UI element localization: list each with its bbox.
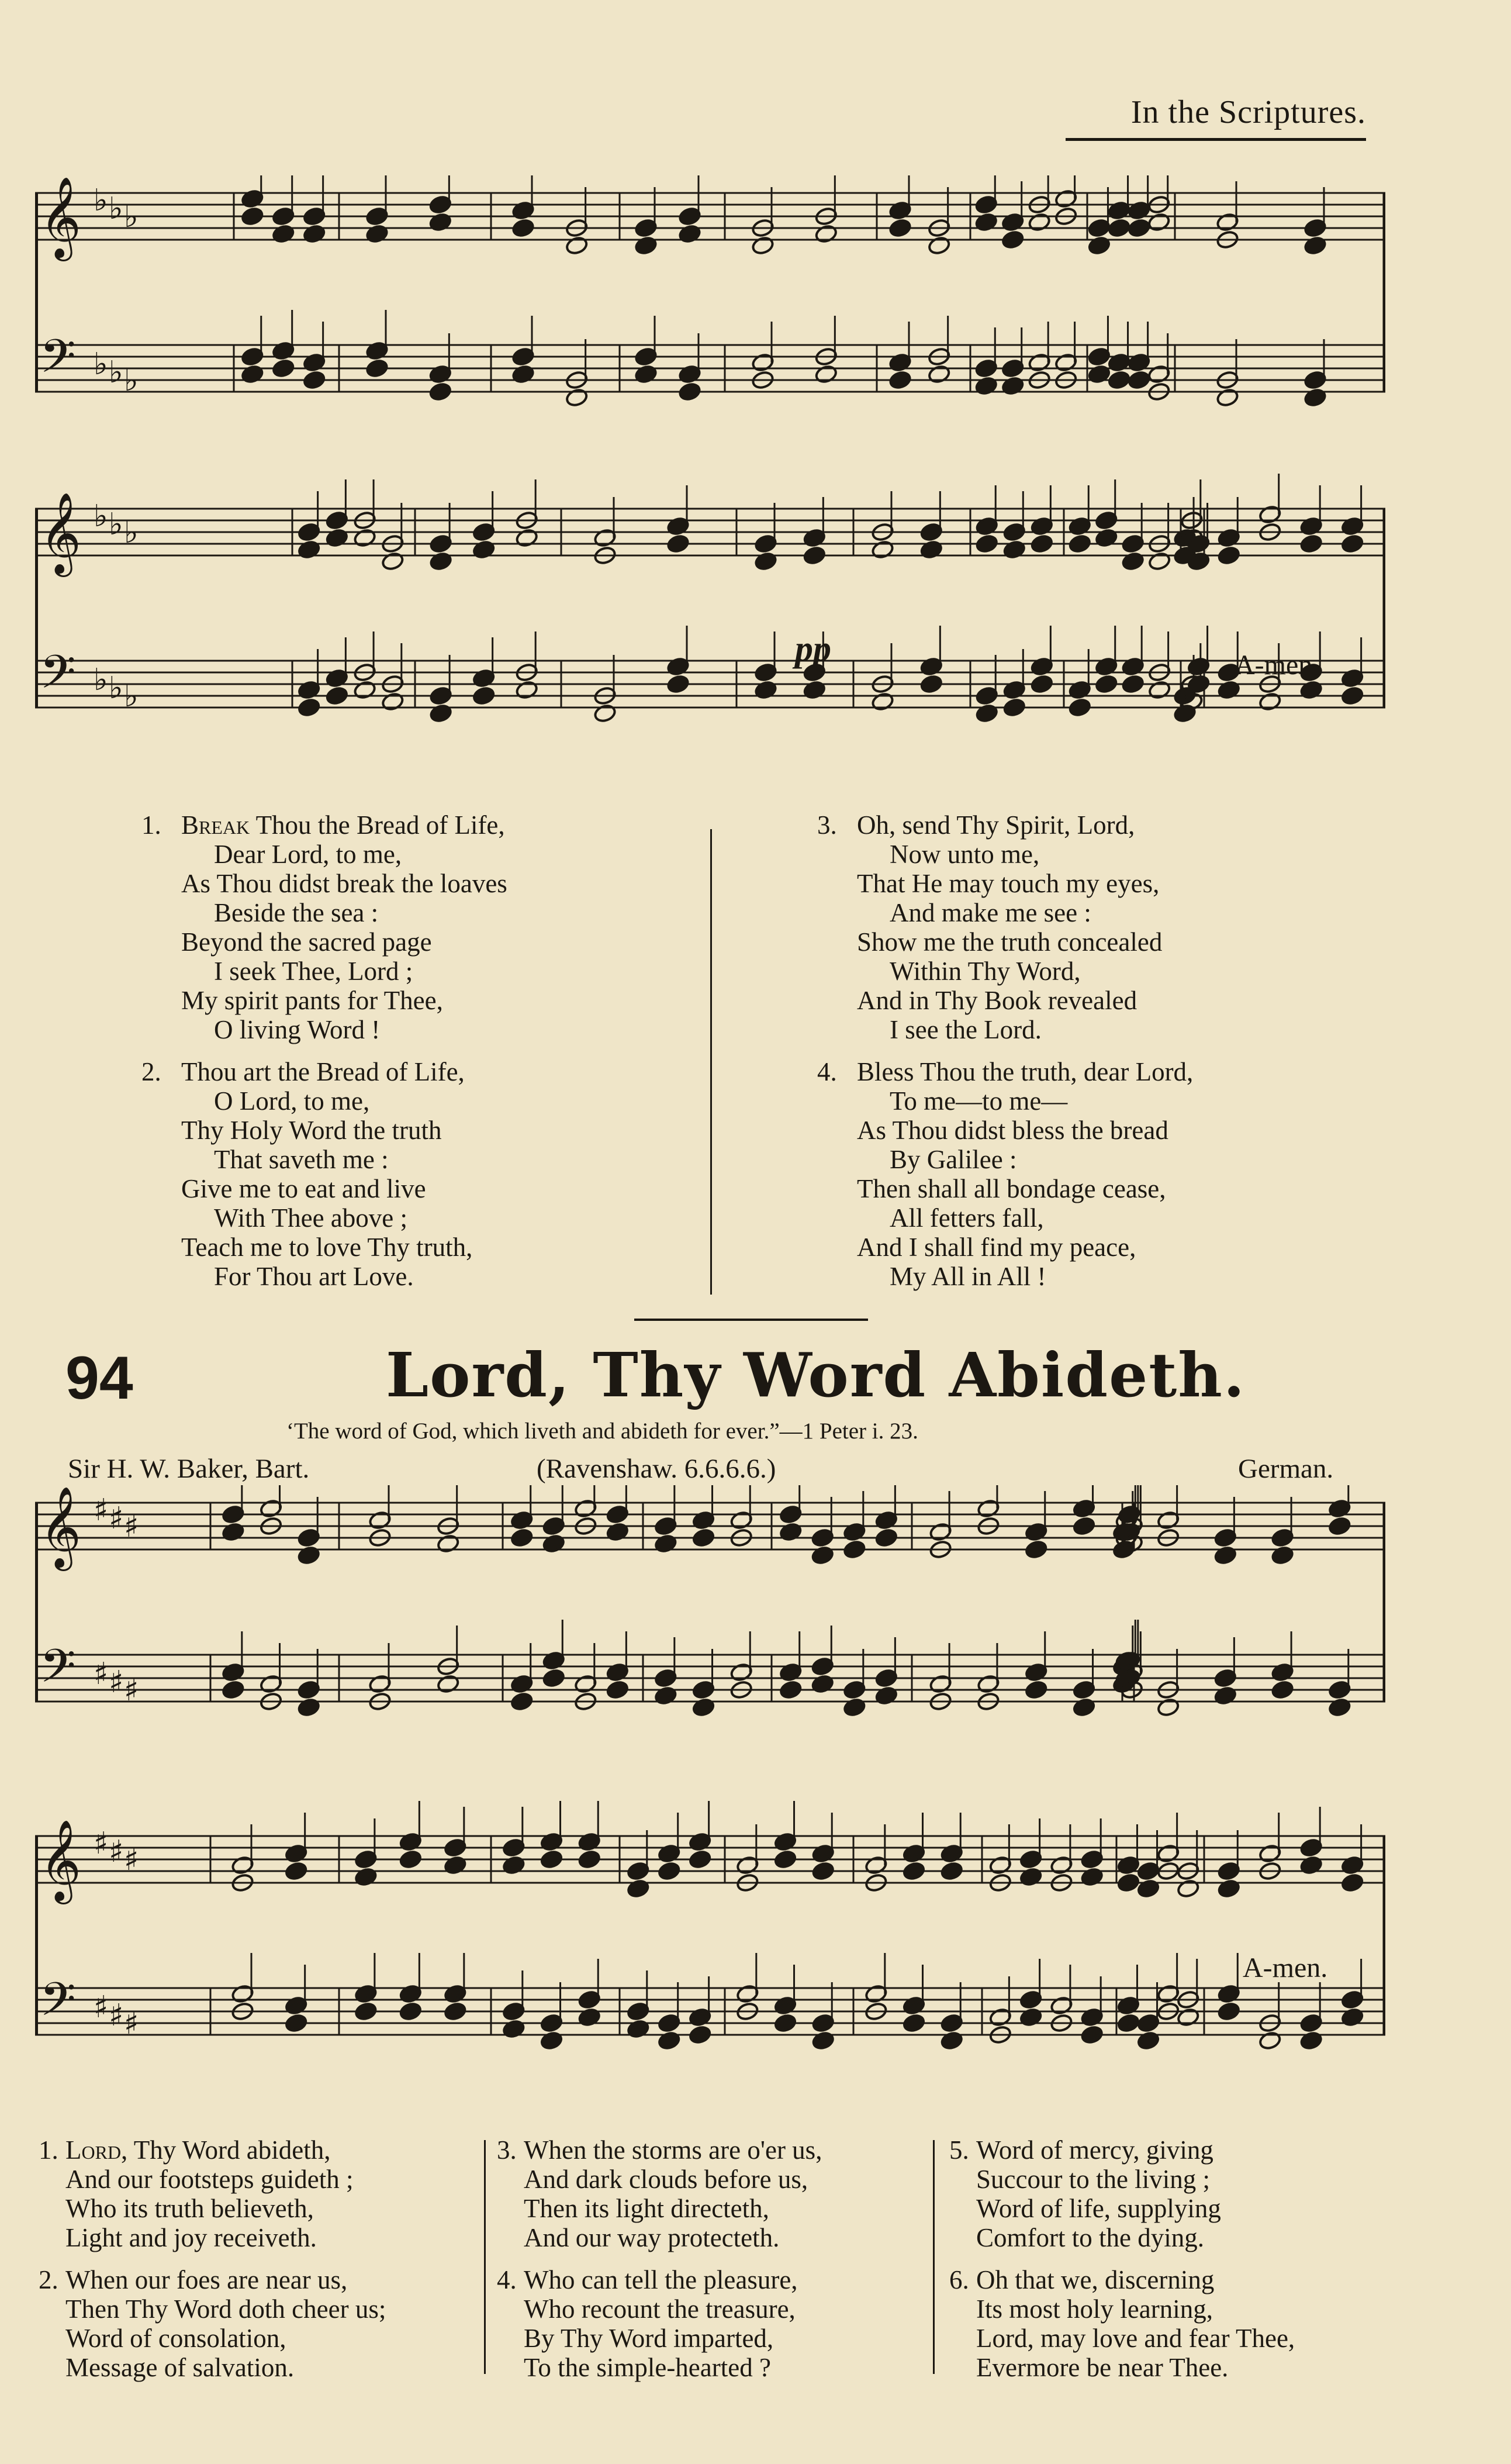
note-head xyxy=(241,206,264,226)
key-signature-accidental: ♭ xyxy=(94,662,108,698)
note-head xyxy=(1087,236,1111,256)
note-head xyxy=(811,2031,835,2051)
hymn94-verses-col3 xyxy=(949,2135,1394,2395)
note-head xyxy=(429,551,452,571)
note-head xyxy=(1216,388,1239,408)
key-signature-accidental: ♭ xyxy=(124,679,139,714)
note-head xyxy=(1328,1516,1351,1536)
note-head xyxy=(472,540,496,560)
key-signature-accidental: ♭ xyxy=(94,499,108,534)
note-head xyxy=(399,2001,422,2021)
hymn94-title: Lord, Thy Word Abideth. xyxy=(386,1339,1246,1411)
note-head xyxy=(272,358,295,378)
note-head xyxy=(1001,376,1025,396)
treble-clef: 𝄞 xyxy=(40,492,81,574)
note-head xyxy=(429,703,452,723)
key-signature-accidental: ♭ xyxy=(124,363,139,398)
note-head xyxy=(565,236,589,256)
note-head xyxy=(428,382,452,402)
bass-clef: 𝄢 xyxy=(40,645,76,710)
note-head xyxy=(975,534,998,554)
note-head xyxy=(285,1861,308,1881)
note-head xyxy=(428,212,452,232)
note-head xyxy=(1095,674,1118,694)
note-head xyxy=(1157,1697,1180,1717)
note-head xyxy=(1136,1879,1160,1899)
key-signature-accidental: ♯ xyxy=(109,1665,124,1700)
note-head xyxy=(1001,230,1025,250)
bass-clef: 𝄢 xyxy=(40,329,76,395)
hymn93-verses-right xyxy=(817,810,1378,1304)
note-head xyxy=(814,224,838,244)
key-signature-accidental: ♯ xyxy=(94,1657,109,1692)
note-head xyxy=(1028,212,1051,232)
hymn94-author: Sir H. W. Baker, Bart. xyxy=(68,1454,310,1484)
note-head xyxy=(811,1674,834,1694)
key-signature-accidental: ♯ xyxy=(124,2006,139,2041)
hymn94-divider-1 xyxy=(484,2140,486,2374)
note-head xyxy=(1341,534,1364,554)
note-head xyxy=(353,680,376,700)
note-head xyxy=(241,364,264,384)
note-head xyxy=(542,1534,565,1554)
key-signature-accidental: ♭ xyxy=(124,515,139,550)
note-head xyxy=(1080,1867,1104,1887)
note-head xyxy=(1025,1680,1048,1700)
key-signature-accidental: ♭ xyxy=(109,191,123,226)
note-head xyxy=(303,370,326,390)
note-head xyxy=(1303,236,1327,256)
note-head xyxy=(888,370,912,390)
hymn94-verse-6: 6. Oh that we, discerning Its most holy learning, Lord, may love and fear Thee, Evermore be near Thee. xyxy=(949,2265,1295,2382)
hymn93-verse-3: 3. Oh, send Thy Spirit, Lord, Now unto me, That He may touch my eyes, And make me see : Show me the truth concealed Within Thy Word, And in Thy Book revealed I see the Lord. xyxy=(817,810,1163,1044)
note-head xyxy=(803,546,826,565)
note-head xyxy=(754,680,777,700)
note-head xyxy=(779,1680,803,1700)
note-head xyxy=(1328,1697,1351,1717)
note-head xyxy=(1258,2031,1282,2051)
note-head xyxy=(928,364,951,384)
note-head xyxy=(691,1697,715,1717)
note-head xyxy=(444,1855,467,1875)
note-head xyxy=(1107,218,1130,238)
verse-lead-word: Break xyxy=(181,810,250,840)
note-head xyxy=(1213,1545,1237,1565)
key-signature-accidental: ♯ xyxy=(94,1493,109,1528)
note-head xyxy=(940,2031,963,2051)
note-head xyxy=(1213,1686,1237,1706)
note-head xyxy=(297,1697,320,1717)
note-head xyxy=(515,680,538,700)
note-head xyxy=(303,224,326,244)
note-head xyxy=(511,218,535,238)
note-head xyxy=(381,692,404,712)
note-head xyxy=(974,376,998,396)
note-head xyxy=(634,236,658,256)
note-head xyxy=(1148,551,1171,571)
key-signature-accidental: ♭ xyxy=(109,507,123,542)
note-head xyxy=(510,1692,534,1711)
note-head xyxy=(678,382,701,402)
note-head xyxy=(285,2013,308,2033)
hymn94-verse-2: 2. When our foes are near us, Then Thy Word doth cheer us; Word of consolation, Message of salvation. xyxy=(39,2265,386,2382)
note-head xyxy=(325,528,348,548)
note-head xyxy=(1177,2007,1200,2027)
note-head xyxy=(1095,528,1118,548)
note-head xyxy=(1147,212,1171,232)
note-head xyxy=(1128,370,1151,390)
note-head xyxy=(540,2031,563,2051)
hymn94-scripture: ‘The word of God, which liveth and abideth for ever.”—1 Peter i. 23. xyxy=(286,1419,918,1444)
note-head xyxy=(606,1522,629,1542)
note-head xyxy=(1258,692,1282,712)
note-head xyxy=(654,1686,677,1706)
note-head xyxy=(502,1855,525,1875)
note-head xyxy=(811,1545,834,1565)
note-head xyxy=(502,2019,525,2039)
note-head xyxy=(399,1849,422,1869)
hymn94-origin: German. xyxy=(1238,1454,1334,1484)
note-head xyxy=(874,1686,898,1706)
note-head xyxy=(1299,534,1323,554)
note-head xyxy=(773,1849,797,1869)
key-signature-accidental: ♯ xyxy=(124,1509,139,1544)
note-head xyxy=(1025,1540,1048,1559)
note-head xyxy=(1303,388,1327,408)
note-head xyxy=(654,1534,677,1554)
hymn94-score xyxy=(35,1485,1385,2117)
note-head xyxy=(754,551,777,571)
key-signature-accidental: ♭ xyxy=(94,183,108,218)
note-head xyxy=(578,2007,601,2027)
note-head xyxy=(689,1849,712,1869)
note-head xyxy=(222,1522,245,1542)
note-head xyxy=(678,224,701,244)
hymn93-verse-4: 4. Bless Thou the truth, dear Lord, To me—to me— As Thou didst bless the bread By Galilee : Then shall all bondage cease, All fetters fall, And I shall find my peace, My All in All ! xyxy=(817,1057,1194,1291)
note-head xyxy=(511,364,535,384)
note-head xyxy=(814,364,838,384)
note-head xyxy=(1128,218,1151,238)
note-head xyxy=(666,534,690,554)
note-head xyxy=(1121,674,1145,694)
key-signature-accidental: ♯ xyxy=(94,1990,109,2025)
note-head xyxy=(1299,2031,1323,2051)
note-head xyxy=(1072,1697,1095,1717)
hymn94-verse-5: 5. Word of mercy, giving Succour to the living ; Word of life, supplying Comfort to the dying. xyxy=(949,2135,1221,2252)
note-head xyxy=(354,2001,378,2021)
note-head xyxy=(974,212,998,232)
note-head xyxy=(1087,364,1111,384)
note-head xyxy=(975,703,998,723)
key-signature-accidental: ♭ xyxy=(124,199,139,234)
note-head xyxy=(1019,1867,1043,1887)
note-head xyxy=(666,674,690,694)
hymn94-verses-col1 xyxy=(39,2135,483,2395)
note-head xyxy=(510,1528,534,1548)
note-head xyxy=(593,703,617,723)
treble-clef: 𝄞 xyxy=(40,1820,81,1901)
note-head xyxy=(1072,1516,1095,1536)
bass-clef: 𝄢 xyxy=(40,1639,76,1704)
note-head xyxy=(871,540,894,560)
note-head xyxy=(354,1867,378,1887)
note-head xyxy=(1136,2031,1160,2051)
note-head xyxy=(1217,546,1240,565)
note-head xyxy=(540,1849,563,1869)
note-head xyxy=(627,2019,650,2039)
note-head xyxy=(298,540,321,560)
dynamic-pianissimo: pp xyxy=(795,629,831,669)
note-head xyxy=(381,551,404,571)
note-head xyxy=(940,1861,963,1881)
treble-clef: 𝄞 xyxy=(40,177,81,258)
note-head xyxy=(888,218,912,238)
page-header: In the Scriptures. xyxy=(1130,94,1366,130)
note-head xyxy=(1148,680,1171,700)
note-head xyxy=(919,540,943,560)
hymn93-column-divider xyxy=(710,829,712,1295)
hymn94-amen: A-men. xyxy=(1243,1952,1328,1983)
note-head xyxy=(353,528,376,548)
note-head xyxy=(871,692,894,712)
note-head xyxy=(1019,2007,1043,2027)
note-head xyxy=(325,686,348,706)
hymn94-verse-1: 1. Lord, Thy Word abideth, And our footsteps guideth ; Who its truth believeth, Light and joy receiveth. xyxy=(39,2135,354,2252)
header-rule xyxy=(1066,138,1366,141)
note-head xyxy=(751,236,774,256)
note-head xyxy=(928,236,951,256)
note-head xyxy=(437,1674,460,1694)
key-signature-accidental: ♭ xyxy=(109,355,123,390)
note-head xyxy=(843,1540,866,1559)
hymn93-verse-2: 2. Thou art the Bread of Life, O Lord, to me, Thy Holy Word the truth That saveth me : Give me to eat and live With Thee above ; Teach me to love Thy truth, For Thou art Love. xyxy=(141,1057,473,1291)
note-head xyxy=(1341,1873,1364,1893)
note-head xyxy=(1173,703,1197,723)
hymn94-number: 94 xyxy=(65,1344,133,1412)
note-head xyxy=(1121,551,1145,571)
note-head xyxy=(773,2013,797,2033)
note-head xyxy=(1030,674,1053,694)
hymn93-score xyxy=(35,175,1385,784)
key-signature-accidental: ♯ xyxy=(109,1998,124,2033)
note-head xyxy=(1116,1873,1140,1893)
hymn94-tune: (Ravenshaw. 6.6.6.6.) xyxy=(537,1454,776,1484)
note-head xyxy=(689,2025,712,2045)
key-signature-accidental: ♯ xyxy=(124,1673,139,1708)
verse-lead-word: Lord, xyxy=(65,2135,128,2165)
note-head xyxy=(444,2001,467,2021)
note-head xyxy=(1217,1879,1240,1899)
note-head xyxy=(606,1680,629,1700)
note-head xyxy=(691,1528,715,1548)
key-signature-accidental: ♯ xyxy=(109,1501,124,1536)
treble-clef: 𝄞 xyxy=(40,1486,81,1568)
hymn94-verses-col2 xyxy=(497,2135,929,2395)
note-head xyxy=(779,1522,803,1542)
note-head xyxy=(298,698,321,717)
hymn-separator xyxy=(634,1319,868,1321)
note-head xyxy=(902,2013,925,2033)
note-head xyxy=(515,528,538,548)
note-head xyxy=(297,1545,320,1565)
key-signature-accidental: ♭ xyxy=(109,671,123,706)
note-head xyxy=(658,2031,681,2051)
note-head xyxy=(1299,680,1323,700)
note-head xyxy=(811,1861,835,1881)
note-head xyxy=(902,1861,925,1881)
note-head xyxy=(1116,2013,1140,2033)
hymn94-verse-3: 3. When the storms are o'er us, And dark clouds before us, Then its light directeth, And our way protecteth. xyxy=(497,2135,822,2252)
note-head xyxy=(542,1668,565,1688)
key-signature-accidental: ♯ xyxy=(94,1826,109,1861)
hymn94-verse-4: 4. Who can tell the pleasure, Who recount the treasure, By Thy Word imparted, To the simple-hearted ? xyxy=(497,2265,798,2382)
note-head xyxy=(1177,1879,1200,1899)
note-head xyxy=(1107,370,1130,390)
note-head xyxy=(1068,534,1091,554)
note-head xyxy=(1030,534,1053,554)
note-head xyxy=(578,1849,601,1869)
hymn93-verse-1: 1. Break Thou the Bread of Life, Dear Lord, to me, As Thou didst break the loaves Beside the sea : Beyond the sacred page I seek Thee, Lord ; My spirit pants for Thee, O living Word ! xyxy=(141,810,507,1044)
note-head xyxy=(365,358,389,378)
note-head xyxy=(565,388,589,408)
hymn93-amen: A-men. xyxy=(1235,650,1320,681)
hymn94-divider-2 xyxy=(933,2140,935,2374)
note-head xyxy=(658,1861,681,1881)
note-head xyxy=(627,1879,650,1899)
note-head xyxy=(1299,1855,1323,1875)
note-head xyxy=(1217,680,1240,700)
note-head xyxy=(843,1697,866,1717)
note-head xyxy=(272,224,295,244)
note-head xyxy=(919,674,943,694)
note-head xyxy=(1341,686,1364,706)
key-signature-accidental: ♭ xyxy=(94,347,108,382)
note-head xyxy=(1271,1545,1294,1565)
note-head xyxy=(472,686,496,706)
note-head xyxy=(1271,1680,1294,1700)
note-head xyxy=(803,680,826,700)
note-head xyxy=(634,364,658,384)
note-head xyxy=(1068,698,1091,717)
note-head xyxy=(1002,540,1026,560)
note-head xyxy=(1002,698,1026,717)
note-head xyxy=(1217,2001,1240,2021)
note-head xyxy=(222,1680,245,1700)
hymn93-verses-left xyxy=(141,810,703,1304)
note-head xyxy=(874,1528,898,1548)
key-signature-accidental: ♯ xyxy=(124,1842,139,1878)
note-head xyxy=(1080,2025,1104,2045)
note-head xyxy=(437,1534,460,1554)
note-head xyxy=(1341,2007,1364,2027)
key-signature-accidental: ♯ xyxy=(109,1834,124,1869)
note-head xyxy=(365,224,389,244)
bass-clef: 𝄢 xyxy=(40,1972,76,2038)
